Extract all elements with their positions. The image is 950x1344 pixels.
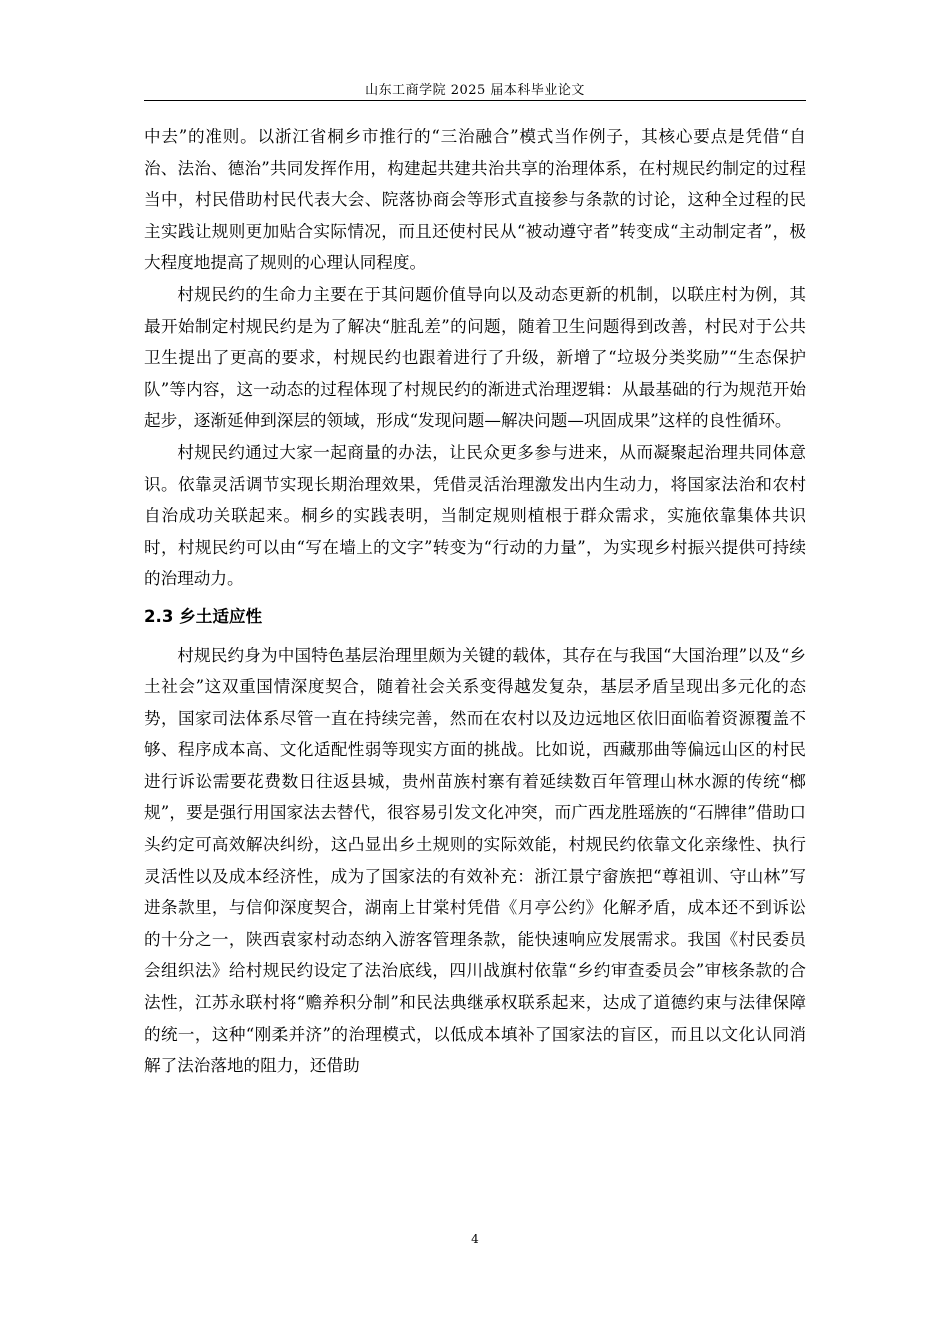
paragraph: 村规民约通过大家一起商量的办法，让民众更多参与进来，从而凝聚起治理共同体意识。依靠灵活调节实现长期治理效果，凭借灵活治理激发出内生动力，将国家法治和农村自治成功关联起来。桐乡的实践表明，当制定规则植根于群众需求，实施依靠集体共识时，村规民约可以由“写在墙上的文字”转变为“行动的力量”，为实现乡村振兴提供可持续的治理动力。 — [144, 442, 806, 589]
running-header: 山东工商学院 2025 届本科毕业论文 — [365, 83, 585, 98]
header-rule — [144, 100, 806, 101]
paragraph: 村规民约的生命力主要在于其问题价值导向以及动态更新的机制，以联庄村为例，其最开始制定村规民约是为了解决“脏乱差”的问题，随着卫生问题得到改善，村民对于公共卫生提出了更高的要求，村规民约也跟着进行了升级，新增了“垃圾分类奖励”“生态保护队”等内容，这一动态的过程体现了村规民约的渐进式治理逻辑：从最基础的行为规范开始起步，逐渐延伸到深层的领域，形成“发现问题—解决问题—巩固成果”这样的良性循环。 — [144, 284, 806, 431]
page-number: 4 — [471, 1232, 479, 1246]
paragraph-continuation: 中去”的准则。以浙江省桐乡市推行的“三治融合”模式当作例子，其核心要点是凭借“自治、法治、德治”共同发挥作用，构建起共建共治共享的治理体系，在村规民约制定的过程当中，村民借助村民代表大会、院落协商会等形式直接参与条款的讨论，这种全过程的民主实践让规则更加贴合实际情况，而且还使村民从“被动遵守者”转变成“主动制定者”，极大程度地提高了规则的心理认同程度。 — [144, 127, 806, 273]
paragraph: 村规民约身为中国特色基层治理里颇为关键的载体，其存在与我国“大国治理”以及“乡土社会”这双重国情深度契合，随着社会关系变得越发复杂，基层矛盾呈现出多元化的态势，国家司法体系尽管一直在持续完善，然而在农村以及边远地区依旧面临着资源覆盖不够、程序成本高、文化适配性弱等现实方面的挑战。比如说，西藏那曲等偏远山区的村民进行诉讼需要花费数日往返县城，贵州苗族村寨有着延续数百年管理山林水源的传统“榔规”，要是强行用国家法去替代，很容易引发文化冲突，而广西龙胜瑶族的“石牌律”借助口头约定可高效解决纠纷，这凸显出乡土规则的实际效能，村规民约依靠文化亲缘性、执行灵活性以及成本经济性，成为了国家法的有效补充：浙江景宁畲族把“尊祖训、守山林”写进条款里，与信仰深度契合，湖南上甘棠村凭借《月亭公约》化解矛盾，成本还不到诉讼的十分之一，陕西袁家村动态纳入游客管理条款，能快速响应发展需求。我国《村民委员会组织法》给村规民约设定了法治底线，四川战旗村依靠“乡约审查委员会”审核条款的合法性，江苏永联村将“赡养积分制”和民法典继承权联系起来，达成了道德约束与法律保障的统一，这种“刚柔并济”的治理模式，以低成本填补了国家法的盲区，而且以文化认同消解了法治落地的阻力，还借助 — [144, 645, 806, 1076]
body-text — [144, 121, 806, 1082]
section-heading: 2.3 乡土适应性 — [144, 606, 263, 626]
